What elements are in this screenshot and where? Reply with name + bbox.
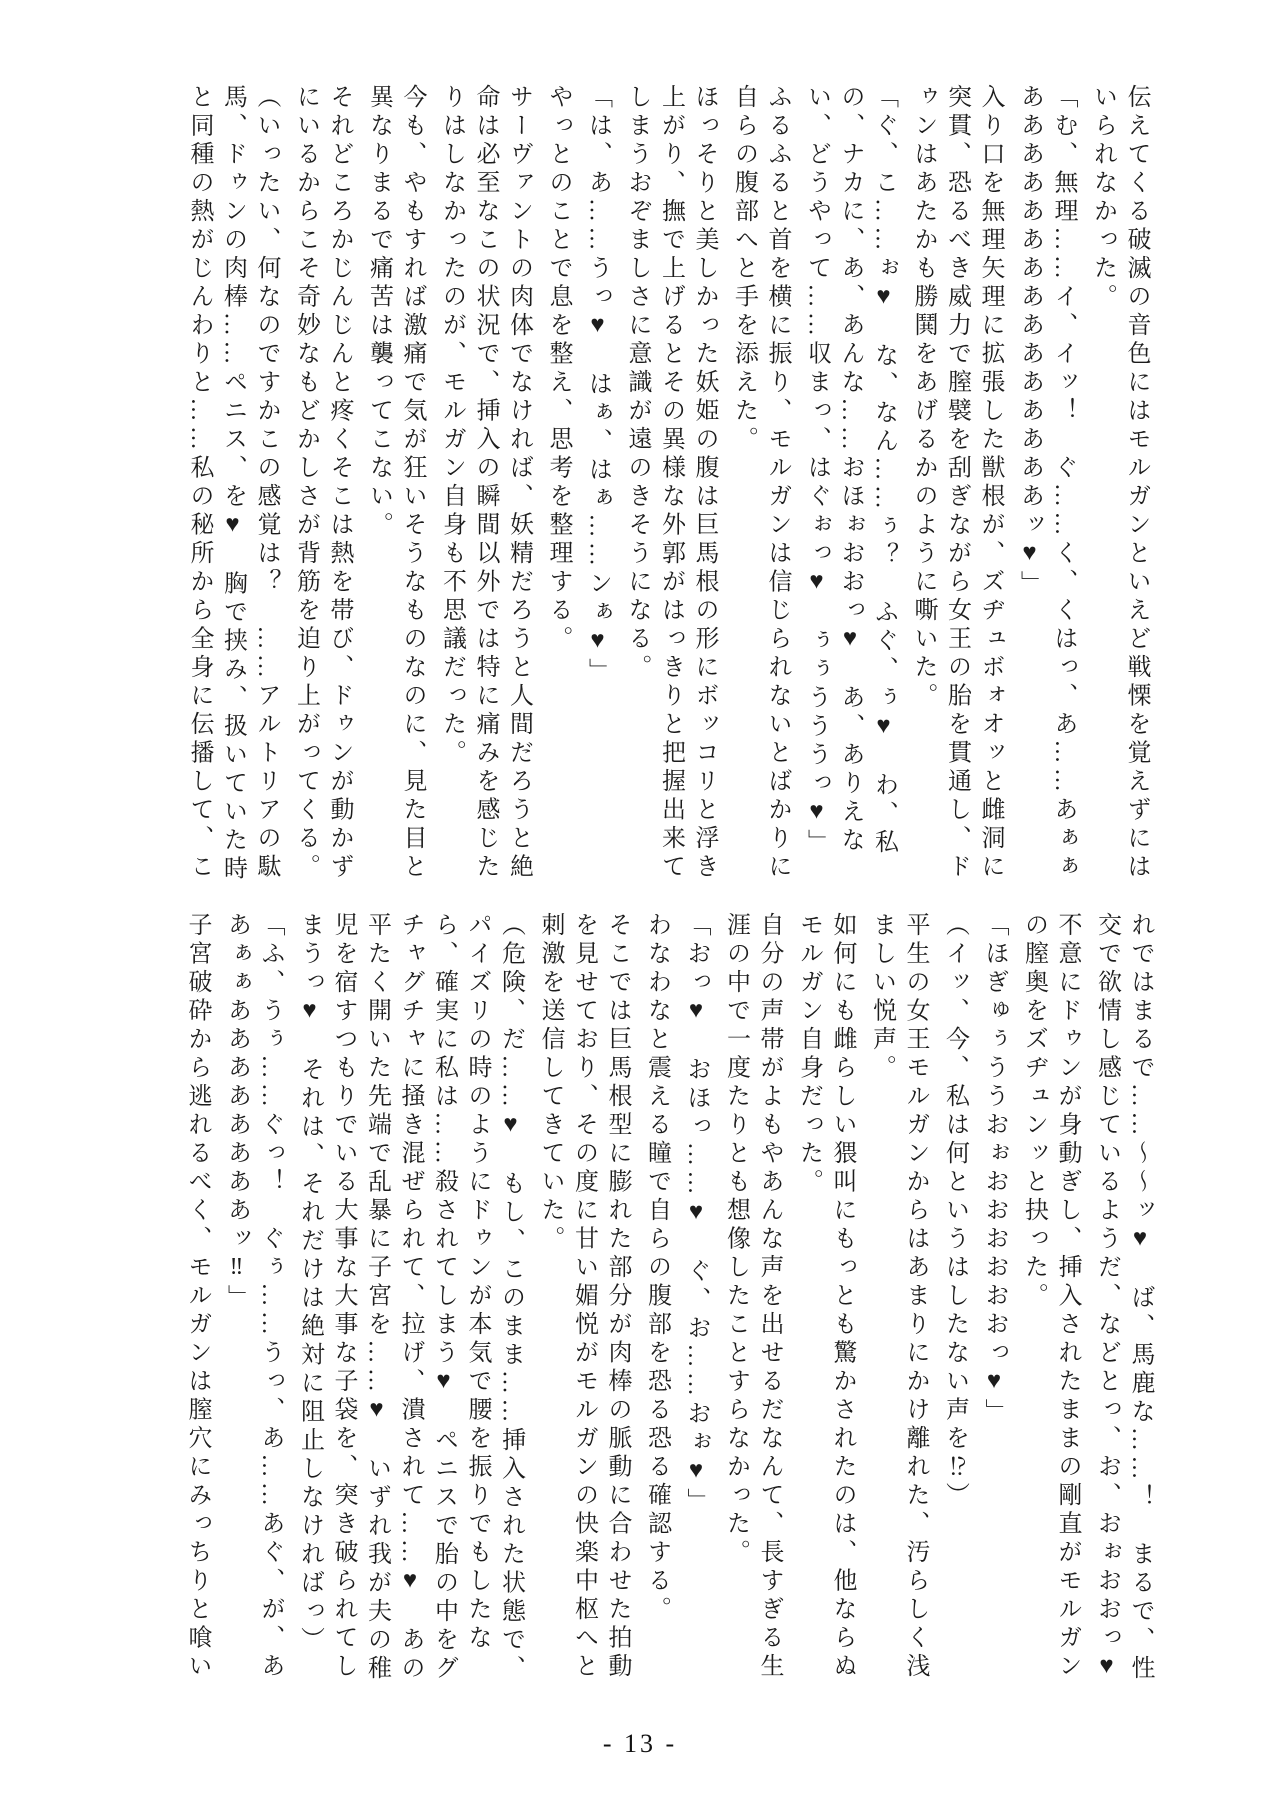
paragraph: それどころかじんじんと疼くそこは熱を帯び、ドゥンが動かずにいるからこそ奇妙なもどかしさが背筋を迫り上がってくる。	[292, 84, 352, 882]
paragraph: 如何にも雌らしい猥叫にもっとも驚かされたのは、他ならぬモルガン自身だった。	[795, 912, 855, 1682]
paragraph: そこでは巨馬根型に膨れた部分が肉棒の脈動に合わせた拍動を見せており、その度に甘い媚悦がモルガンの快楽中枢へと刺激を送信してきていた。	[537, 912, 630, 1682]
paragraph: 今も、やもすれば激痛で気が狂いそうなものなのに、見た目と異なりまるで痛苦は襲ってこない。	[365, 84, 425, 882]
paragraph: 「は、あ……うっ♥ はぁ、はぁ……ンぁ♥」	[584, 84, 611, 687]
paragraph: 「ふ、うぅ……ぐっ！ ぐぅ……うっ、あ……あぐ、が、ああぁぁああああああああッ‼」	[223, 912, 283, 1682]
paragraph: 「ほぎゅぅううおぉおおおおおおっ♥」	[981, 912, 1007, 1427]
paragraph: 自分の声帯がよもやあんな声を出せるだなんて、長すぎる生涯の中で一度たりとも想像したことすらなかった。	[722, 912, 782, 1682]
top-text-block	[90, 84, 1152, 884]
paragraph: 平生の女王モルガンからはあまりにかけ離れた、汚らしく浅ましい悦声。	[868, 912, 928, 1682]
paragraph: 「ぐ、こ……ぉ♥ な、なん……ぅ？ ふぐ、ぅ♥ わ、私の、ナカに、あ、あんな……おほぉおおっ♥ あ、ありえない、どうやって……収まっ、はぐぉっ♥ ぅぅうううっ♥」	[803, 84, 897, 858]
paragraph: （危険、だ……♥ もし、このまま……挿入された状態で、パイズリの時のようにドゥンが本気で腰を振りでもしたなら、確実に私は……殺されてしまう♥ ペニスで胎の中をグチャグチャに掻き混ぜられて、拉げ、潰されて……♥ あの平たく開いた先端で乱暴に子宮を……♥ いずれ我が夫の稚児を宿すつもりでいる大事な大事な子袋を、突き破られてしまうっ♥ それは、それだけは絶対に阻止しなければっ）	[296, 912, 524, 1684]
paragraph: 子宮破砕から逃れるべく、モルガンは膣穴にみっちりと喰い	[184, 912, 210, 1682]
paragraph: やっとのことで息を整え、思考を整理する。	[545, 84, 571, 654]
paragraph: ほっそりと美しかった妖姫の腹は巨馬根の形にボッコリと浮き上がり、撫で上げるとその異様な外郭がはっきりと把握出来てしまうおぞましさに意識が遠のきそうになる。	[624, 84, 717, 882]
paragraph: 「む、無理……イ、イッ！ ぐ……く、くはっ、あ……あぁぁあああああああああああああああッ♥」	[1016, 84, 1076, 882]
page-number: - 13 -	[602, 1729, 678, 1758]
bottom-text-block	[90, 912, 1156, 1704]
paragraph: 不意にドゥンが身動ぎし、挿入されたままの剛直がモルガンの膣奥をズヂュンッと抉った。	[1020, 912, 1080, 1682]
paragraph: ふるふると首を横に振り、モルガンは信じられないとばかりに自らの腹部へと手を添えた。	[730, 84, 790, 882]
paragraph: （イッ、今、私は何というはしたない声を⁉）	[941, 912, 968, 1511]
paragraph: 伝えてくる破滅の音色にはモルガンといえど戦慄を覚えずにはいられなかった。	[1089, 84, 1149, 882]
paragraph: （いったい、何なのですかこの感覚は？ ……アルトリアの駄馬、ドゥンの肉棒……ペニス、を♥ 胸で挟み、扱いていた時と同種の熱がじんわりと……私の秘所から全身に伝播して、こ	[186, 84, 279, 884]
paragraph: れではまるで……～～ッ♥ ば、馬鹿な……！ まるで、性交で欲情し感じているようだ、などとっ、お、おぉおおっ♥	[1093, 912, 1153, 1684]
paragraph: サーヴァントの肉体でなければ、妖精だろうと人間だろうと絶命は必至なこの状況で、挿入の瞬間以外では特に痛みを感じたりはしなかったのが、モルガン自身も不思議だった。	[438, 84, 532, 882]
paragraph: 「おっ♥ おほっ……♥ ぐ、お……おぉ♥」	[683, 912, 709, 1517]
paragraph: わなわなと震える瞳で自らの腹部を恐る恐る確認する。	[643, 912, 670, 1625]
paragraph: 入り口を無理矢理に拡張した獣根が、ズヂュボォオッと雌洞に突貫、恐るべき威力で膣襞を刮ぎながら女王の胎を貫通し、ドゥンはあたかも勝鬨をあげるかのように嘶いた。	[910, 84, 1003, 882]
